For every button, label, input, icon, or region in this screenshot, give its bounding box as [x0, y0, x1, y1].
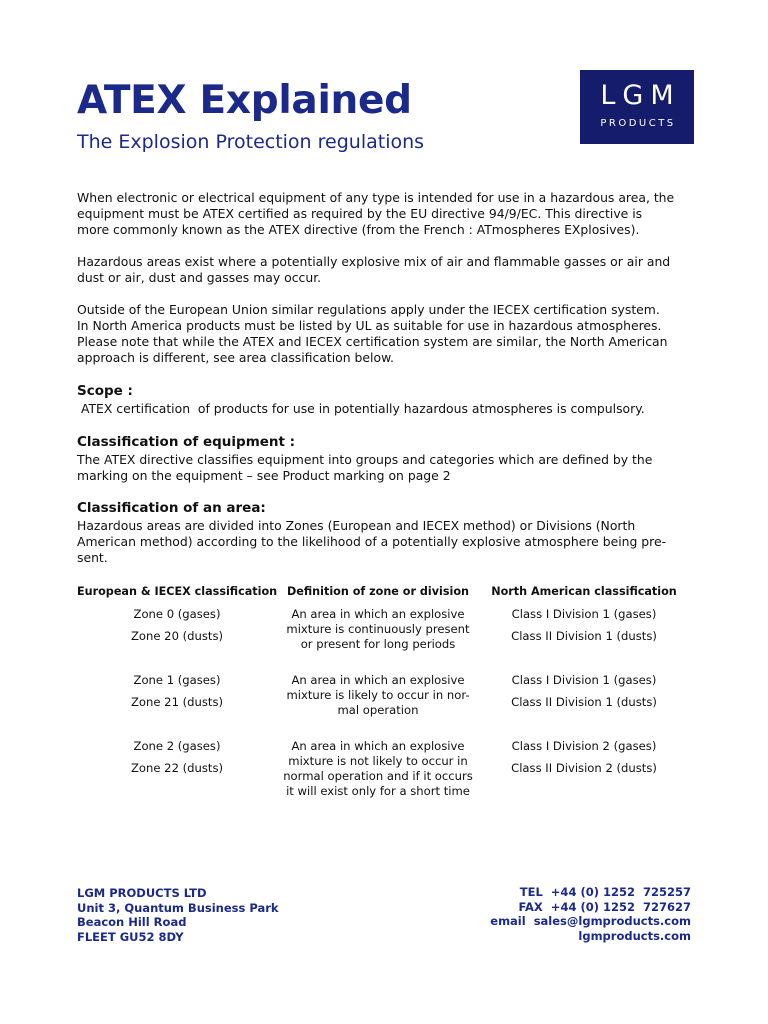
- table-row-3-european: [77, 739, 277, 776]
- table-row-1-european: [77, 607, 277, 644]
- contact-fax: FAX +44 (0) 1252 727627: [518, 899, 691, 914]
- table-cell: Zone 2 (gases): [133, 739, 221, 753]
- lgm-logo: [580, 70, 694, 144]
- page-subtitle: The Explosion Protection regulations: [77, 131, 425, 153]
- table-cell: Zone 21 (dusts): [130, 695, 224, 709]
- table-cell: mixture is likely to occur in nor-: [286, 688, 470, 702]
- scope-paragraph: [77, 401, 697, 417]
- table-cell: or present for long periods: [300, 637, 456, 651]
- equipment-heading: Classification of equipment :: [77, 434, 296, 450]
- table-cell: it will exist only for a short time: [286, 784, 470, 798]
- address-line: Beacon Hill Road: [77, 915, 187, 929]
- table-header-north-american: North American classification: [491, 585, 677, 598]
- outside-line: Please note that while the ATEX and IECEX certification system are similar, the North American: [77, 334, 668, 349]
- outside-line: approach is different, see area classification below.: [77, 350, 395, 365]
- table-cell: Class II Division 1 (dusts): [511, 695, 657, 709]
- table-row-2-european: [77, 673, 277, 710]
- table-cell: An area in which an explosive: [291, 739, 465, 753]
- area-heading: Classification of an area:: [77, 500, 266, 516]
- hazard-line: Hazardous areas exist where a potentially explosive mix of air and flammable gasses or air and: [77, 254, 671, 269]
- table-cell: mal operation: [337, 703, 419, 717]
- table-cell: Class I Division 2 (gases): [511, 739, 657, 753]
- page-title: ATEX Explained: [77, 78, 412, 123]
- contact-phone: TEL +44 (0) 1252 725257: [519, 885, 691, 899]
- table-header-european: European & IECEX classification: [77, 585, 278, 598]
- equipment-line: marking on the equipment – see Product marking on page 2: [77, 468, 451, 483]
- table-cell: Class I Division 1 (gases): [511, 607, 657, 621]
- hazard-paragraph: [77, 254, 697, 286]
- table-cell: Zone 1 (gases): [133, 673, 221, 687]
- intro-line: When electronic or electrical equipment of any type is intended for use in a hazardous area, the: [77, 190, 675, 205]
- equipment-paragraph: [77, 452, 697, 484]
- table-row-1-definition: [278, 607, 478, 652]
- logo-wordmark: LGM: [600, 80, 681, 111]
- table-cell: Class I Division 1 (gases): [511, 673, 657, 687]
- table-row-3-north-american: [484, 739, 684, 776]
- address-line: Unit 3, Quantum Business Park: [77, 900, 279, 915]
- table-row-2-definition: [278, 673, 478, 718]
- table-row-3-definition: [278, 739, 478, 799]
- table-cell: mixture is continuously present: [286, 622, 470, 636]
- outside-eu-paragraph: [77, 302, 697, 366]
- table-cell: An area in which an explosive: [291, 607, 465, 621]
- contact-email-link[interactable]: email sales@lgmproducts.com: [490, 914, 691, 928]
- table-cell: normal operation and if it occurs: [283, 769, 473, 783]
- intro-line: more commonly known as the ATEX directive (from the French : ATmospheres EXplosives).: [77, 222, 640, 237]
- area-line: American method) according to the likelihood of a potentially explosive atmosphere being pre-: [77, 534, 667, 549]
- scope-heading: Scope :: [77, 383, 133, 399]
- footer-address: [77, 886, 279, 944]
- outside-line: Outside of the European Union similar regulations apply under the IECEX certification system.: [77, 302, 660, 317]
- table-cell: Zone 20 (dusts): [130, 629, 224, 643]
- area-paragraph: [77, 518, 697, 566]
- address-line: FLEET GU52 8DY: [77, 929, 184, 944]
- table-cell: Class II Division 1 (dusts): [511, 629, 657, 643]
- contact-website-link[interactable]: lgmproducts.com: [578, 928, 691, 943]
- equipment-line: The ATEX directive classifies equipment into groups and categories which are defined by the: [77, 452, 653, 467]
- intro-paragraph: [77, 190, 697, 238]
- area-line: Hazardous areas are divided into Zones (European and IECEX method) or Divisions (North: [77, 518, 636, 533]
- hazard-line: dust or air, dust and gasses may occur.: [77, 270, 322, 285]
- table-row-2-north-american: [484, 673, 684, 710]
- footer-contact: [490, 885, 691, 943]
- scope-text: ATEX certification of products for use in potentially hazardous atmospheres is compulsory.: [77, 401, 645, 416]
- table-cell: mixture is not likely to occur in: [288, 754, 468, 768]
- table-row-1-north-american: [484, 607, 684, 644]
- logo-subtext: PRODUCTS: [600, 118, 676, 129]
- table-cell: Class II Division 2 (dusts): [511, 761, 657, 775]
- intro-line: equipment must be ATEX certified as required by the EU directive 94/9/EC. This directive is: [77, 206, 643, 221]
- table-cell: Zone 0 (gases): [133, 607, 221, 621]
- table-header-definition: Definition of zone or division: [287, 585, 469, 598]
- address-line: LGM PRODUCTS LTD: [77, 886, 207, 900]
- outside-line: In North America products must be listed by UL as suitable for use in hazardous atmospheres.: [77, 318, 662, 333]
- area-line: sent.: [77, 550, 108, 565]
- table-cell: An area in which an explosive: [291, 673, 465, 687]
- table-cell: Zone 22 (dusts): [130, 761, 224, 775]
